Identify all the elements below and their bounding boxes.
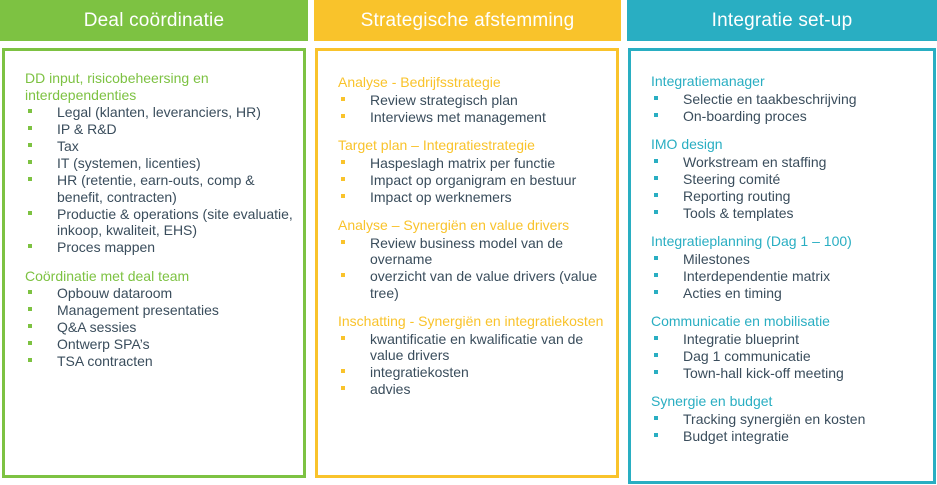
list-item	[25, 353, 295, 370]
square-bullet-icon	[654, 336, 658, 340]
section	[25, 70, 295, 256]
list-item-text: Interdependentie matrix	[683, 267, 831, 284]
list-item-text: Selectie en taakbeschrijving	[683, 90, 857, 107]
list-item-text: Tax	[57, 138, 79, 154]
section	[651, 393, 925, 444]
column-box	[315, 48, 619, 478]
section	[651, 313, 925, 381]
section-title: Analyse - Bedrijfsstrategie	[338, 74, 501, 90]
list-item	[338, 155, 608, 172]
column-header: Deal coördinatie	[0, 0, 308, 41]
section	[338, 137, 608, 205]
list-item-text: Review business model van de overname	[370, 234, 563, 267]
list-item	[25, 319, 295, 336]
list-item-text: Review strategisch plan	[370, 91, 518, 108]
bullet-list	[338, 155, 608, 206]
list-item	[651, 411, 925, 428]
column-box	[2, 48, 306, 478]
section	[338, 217, 608, 301]
list-item	[25, 336, 295, 353]
square-bullet-icon	[341, 160, 345, 164]
column-header: Integratie set-up	[627, 0, 937, 41]
bullet-list	[651, 154, 925, 222]
list-item	[338, 92, 608, 109]
square-bullet-icon	[654, 273, 658, 277]
list-item-text: On-boarding proces	[683, 107, 807, 124]
square-bullet-icon	[654, 113, 658, 117]
list-item	[25, 206, 295, 239]
list-item	[651, 251, 925, 268]
section	[25, 268, 295, 370]
column-box	[628, 48, 936, 484]
list-item-text: Proces mappen	[57, 239, 156, 255]
square-bullet-icon	[341, 240, 345, 244]
bullet-list	[338, 331, 608, 398]
list-item	[651, 285, 925, 302]
square-bullet-icon	[28, 324, 32, 328]
bullet-list	[651, 411, 925, 445]
list-item-text: IT (systemen, licenties)	[57, 155, 201, 171]
section-title: Analyse – Synergiën en value drivers	[338, 217, 570, 233]
list-item-text: Integratie blueprint	[683, 330, 799, 347]
bullet-list	[25, 104, 295, 256]
list-item-text: TSA contracten	[57, 353, 153, 369]
section	[651, 136, 925, 221]
section-title: Inschatting - Synergiën en integratiekosten	[338, 313, 604, 329]
section-title: Communicatie en mobilisatie	[651, 313, 830, 329]
list-item-text: Impact op werknemers	[370, 188, 512, 205]
square-bullet-icon	[28, 211, 32, 215]
section-title: Integratiemanager	[651, 73, 765, 89]
list-item	[25, 138, 295, 155]
square-bullet-icon	[28, 341, 32, 345]
list-item	[25, 121, 295, 138]
square-bullet-icon	[341, 97, 345, 101]
list-item-text: integratiekosten	[370, 364, 469, 380]
list-item	[651, 188, 925, 205]
list-item-text: Opbouw dataroom	[57, 285, 173, 301]
square-bullet-icon	[654, 433, 658, 437]
square-bullet-icon	[654, 193, 658, 197]
section-title: Integratieplanning (Dag 1 – 100)	[651, 233, 852, 249]
list-item	[651, 348, 925, 365]
section-title: Synergie en budget	[651, 393, 773, 409]
list-item-text: advies	[370, 381, 411, 397]
list-item	[25, 302, 295, 319]
square-bullet-icon	[654, 210, 658, 214]
square-bullet-icon	[654, 370, 658, 374]
square-bullet-icon	[28, 358, 32, 362]
square-bullet-icon	[28, 143, 32, 147]
bullet-list	[338, 92, 608, 126]
list-item	[338, 331, 608, 364]
square-bullet-icon	[341, 114, 345, 118]
square-bullet-icon	[654, 256, 658, 260]
square-bullet-icon	[28, 160, 32, 164]
list-item-text: Reporting routing	[683, 187, 791, 204]
list-item	[651, 365, 925, 382]
list-item	[25, 285, 295, 302]
square-bullet-icon	[341, 369, 345, 373]
section	[651, 233, 925, 301]
list-item	[338, 189, 608, 206]
list-item-text: overzicht van de value drivers (value tree)	[370, 268, 598, 301]
list-item	[25, 172, 295, 205]
section	[338, 313, 608, 398]
square-bullet-icon	[654, 416, 658, 420]
list-item-text: Steering comité	[683, 170, 781, 187]
square-bullet-icon	[341, 273, 345, 277]
list-item	[651, 205, 925, 222]
bullet-list	[651, 331, 925, 382]
square-bullet-icon	[654, 96, 658, 100]
bullet-list	[651, 251, 925, 302]
list-item	[25, 239, 295, 256]
list-item-text: Haspeslagh matrix per functie	[370, 154, 556, 171]
square-bullet-icon	[341, 194, 345, 198]
list-item	[25, 155, 295, 172]
section	[651, 73, 925, 124]
list-item-text: Tracking synergiën en kosten	[683, 410, 866, 427]
square-bullet-icon	[654, 176, 658, 180]
list-item	[338, 109, 608, 126]
square-bullet-icon	[28, 177, 32, 181]
square-bullet-icon	[654, 353, 658, 357]
list-item	[338, 268, 608, 301]
list-item	[338, 364, 608, 381]
square-bullet-icon	[654, 159, 658, 163]
list-item	[651, 108, 925, 125]
list-item-text: Q&A sessies	[57, 319, 137, 335]
list-item-text: Budget integratie	[683, 427, 789, 444]
list-item	[651, 268, 925, 285]
list-item-text: IP & R&D	[57, 121, 117, 137]
column-integratie-setup	[627, 0, 937, 444]
list-item-text: Impact op organigram en bestuur	[370, 171, 577, 188]
square-bullet-icon	[341, 386, 345, 390]
list-item-text: Acties en timing	[683, 284, 782, 301]
square-bullet-icon	[28, 307, 32, 311]
list-item-text: Productie & operations (site evaluatie, inkoop, kwaliteit, EHS)	[57, 205, 293, 238]
square-bullet-icon	[28, 290, 32, 294]
list-item-text: Dag 1 communicatie	[683, 347, 811, 364]
list-item	[338, 381, 608, 398]
list-item	[651, 154, 925, 171]
square-bullet-icon	[28, 109, 32, 113]
list-item-text: Milestones	[683, 250, 750, 267]
list-item	[651, 331, 925, 348]
square-bullet-icon	[341, 336, 345, 340]
list-item-text: Tools & templates	[683, 204, 794, 221]
list-item-text: Interviews met management	[370, 108, 546, 125]
square-bullet-icon	[341, 177, 345, 181]
list-item	[651, 91, 925, 108]
section-title: Coördinatie met deal team	[25, 267, 190, 284]
column-strategische-afstemming	[314, 0, 621, 397]
square-bullet-icon	[28, 244, 32, 248]
list-item	[651, 171, 925, 188]
square-bullet-icon	[654, 290, 658, 294]
list-item-text: Management presentaties	[57, 302, 219, 318]
column-deal-coordinatie	[0, 0, 308, 369]
list-item-text: Workstream en staffing	[683, 153, 827, 170]
list-item-text: Ontwerp SPA’s	[57, 336, 150, 352]
section	[338, 74, 608, 125]
list-item	[25, 104, 295, 121]
section-title: Target plan – Integratiestrategie	[338, 137, 535, 153]
section-title: DD input, risicobeheersing en interdependenties	[25, 70, 209, 103]
list-item-text: Town-hall kick-off meeting	[683, 364, 844, 381]
column-header: Strategische afstemming	[314, 0, 621, 41]
bullet-list	[338, 235, 608, 302]
square-bullet-icon	[28, 126, 32, 130]
section-title: IMO design	[651, 136, 723, 152]
bullet-list	[25, 285, 295, 370]
list-item	[338, 172, 608, 189]
list-item-text: HR (retentie, earn-outs, comp & benefit, contracten)	[57, 172, 255, 205]
list-item-text: Legal (klanten, leveranciers, HR)	[57, 104, 261, 120]
list-item-text: kwantificatie en kwalificatie van de value drivers	[370, 330, 584, 363]
list-item	[651, 428, 925, 445]
bullet-list	[651, 91, 925, 125]
list-item	[338, 235, 608, 268]
